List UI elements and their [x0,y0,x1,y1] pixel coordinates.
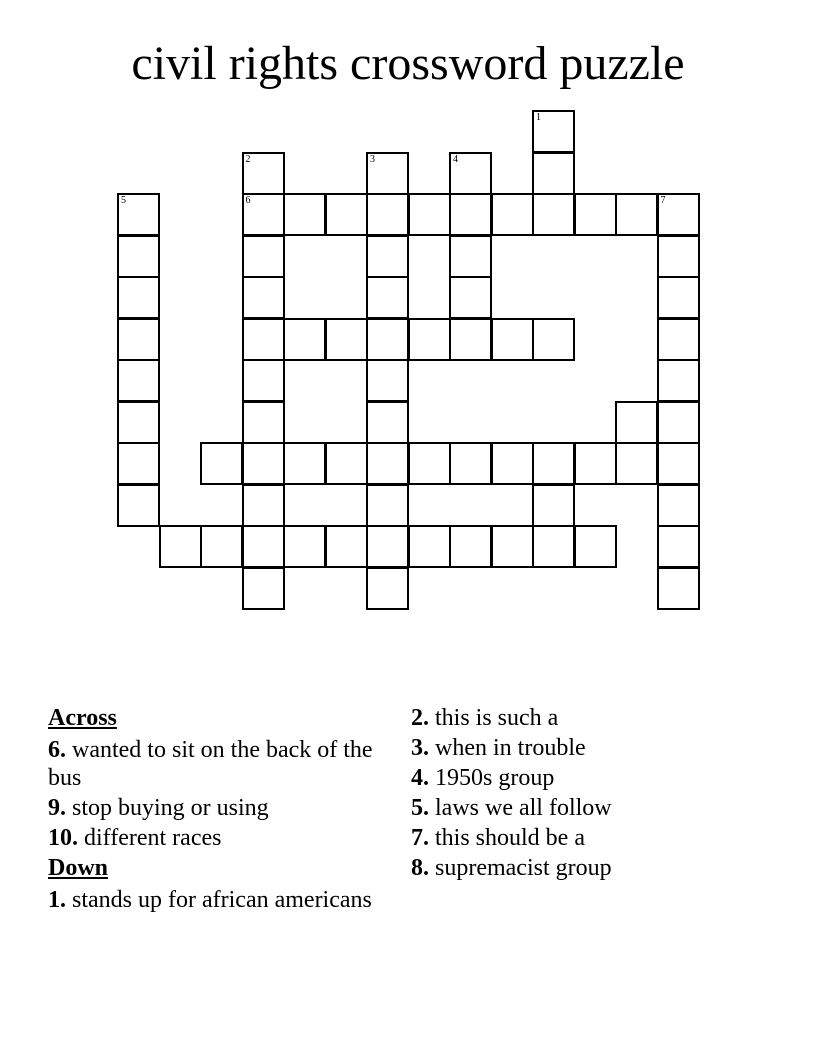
grid-cell[interactable] [615,401,658,444]
grid-cell[interactable] [657,235,700,278]
clue-down-2: 2. this is such a [411,705,559,731]
grid-cell[interactable] [408,318,451,361]
grid-cell[interactable] [366,193,409,236]
grid-cell[interactable] [242,359,285,402]
clues-column-right [411,704,771,884]
clue-down-7: 7. this should be a [411,825,585,851]
grid-cell[interactable] [532,318,575,361]
grid-cell[interactable] [408,525,451,568]
grid-cell[interactable] [408,193,451,236]
grid-cell[interactable] [449,276,492,319]
clue-across-9: 9. stop buying or using [48,795,269,821]
grid-cell[interactable] [657,525,700,568]
grid-cell[interactable] [657,318,700,361]
grid-cell[interactable] [532,110,575,153]
clue-down-8: 8. supremacist group [411,855,612,881]
grid-cell[interactable] [242,276,285,319]
clue-down-4: 4. 1950s group [411,765,555,791]
grid-cell[interactable] [366,567,409,610]
grid-cell[interactable] [449,525,492,568]
grid-cell[interactable] [491,193,534,236]
grid-cell[interactable] [532,442,575,485]
grid-cell[interactable] [366,401,409,444]
grid-cell[interactable] [657,276,700,319]
grid-cell[interactable] [574,525,617,568]
grid-cell[interactable] [532,484,575,527]
grid-cell[interactable] [283,193,326,236]
grid-cell[interactable] [366,276,409,319]
grid-cell[interactable] [117,276,160,319]
grid-cell[interactable] [117,359,160,402]
clue-number: 7 [660,195,666,206]
grid-cell[interactable] [242,442,285,485]
grid-cell[interactable] [366,442,409,485]
clue-number: 2 [245,153,251,165]
grid-cell[interactable] [242,152,285,195]
grid-cell[interactable] [242,567,285,610]
clue-number: 3 [370,153,375,165]
grid-cell[interactable] [615,442,658,485]
grid-cell[interactable] [200,442,243,485]
grid-cell[interactable] [657,359,700,402]
grid-cell[interactable] [366,152,409,195]
grid-cell[interactable] [283,525,326,568]
grid-cell[interactable] [615,193,658,236]
grid-cell[interactable] [242,484,285,527]
grid-cell[interactable] [283,318,326,361]
grid-cell[interactable] [242,235,285,278]
grid-cell[interactable] [242,525,285,568]
grid-cell[interactable] [242,401,285,444]
grid-cell[interactable] [574,193,617,236]
clue-down-5: 5. laws we all follow [411,795,612,821]
grid-cell[interactable] [574,442,617,485]
grid-cell[interactable] [491,442,534,485]
grid-cell[interactable] [657,442,700,485]
grid-cell[interactable] [117,484,160,527]
grid-cell[interactable] [657,567,700,610]
grid-cell[interactable] [449,318,492,361]
grid-cell[interactable] [366,318,409,361]
grid-cell[interactable] [532,525,575,568]
grid-cell[interactable] [449,235,492,278]
clue-number: 5 [121,195,126,206]
clue-across-10: 10. different races [48,825,222,851]
grid-cell[interactable] [366,484,409,527]
grid-cell[interactable] [657,193,700,236]
grid-cell[interactable] [283,442,326,485]
grid-cell[interactable] [117,401,160,444]
grid-cell[interactable] [408,442,451,485]
grid-cell[interactable] [117,318,160,361]
grid-cell[interactable] [449,152,492,195]
grid-cell[interactable] [491,318,534,361]
grid-cell[interactable] [449,442,492,485]
grid-cell[interactable] [200,525,243,568]
grid-cell[interactable] [491,525,534,568]
grid-cell[interactable] [117,193,160,236]
grid-cell[interactable] [242,318,285,361]
grid-cell[interactable] [159,525,202,568]
grid-cell[interactable] [657,484,700,527]
grid-cell[interactable] [532,152,575,195]
grid-cell[interactable] [366,359,409,402]
grid-cell[interactable] [325,525,368,568]
clue-across-6: 6. wanted to sit on the back of the bus [48,737,373,791]
grid-cell[interactable] [449,193,492,236]
grid-cell[interactable] [366,525,409,568]
grid-cell[interactable] [657,401,700,444]
clue-down-1: 1. stands up for african americans [48,887,372,913]
grid-cell[interactable] [325,442,368,485]
across-heading: Across [48,705,117,731]
clue-number: 1 [536,112,541,123]
clue-down-3: 3. when in trouble [411,735,586,761]
grid-cell[interactable] [117,235,160,278]
clues-column-left [48,704,378,916]
grid-cell[interactable] [366,235,409,278]
clue-number: 4 [453,153,458,165]
down-heading: Down [48,855,109,881]
grid-cell[interactable] [117,442,160,485]
grid-cell[interactable] [325,193,368,236]
grid-cell[interactable] [532,193,575,236]
grid-cell[interactable] [325,318,368,361]
clue-number: 6 [245,195,251,206]
grid-cell[interactable] [242,193,285,236]
page-title: civil rights crossword puzzle [131,37,685,90]
